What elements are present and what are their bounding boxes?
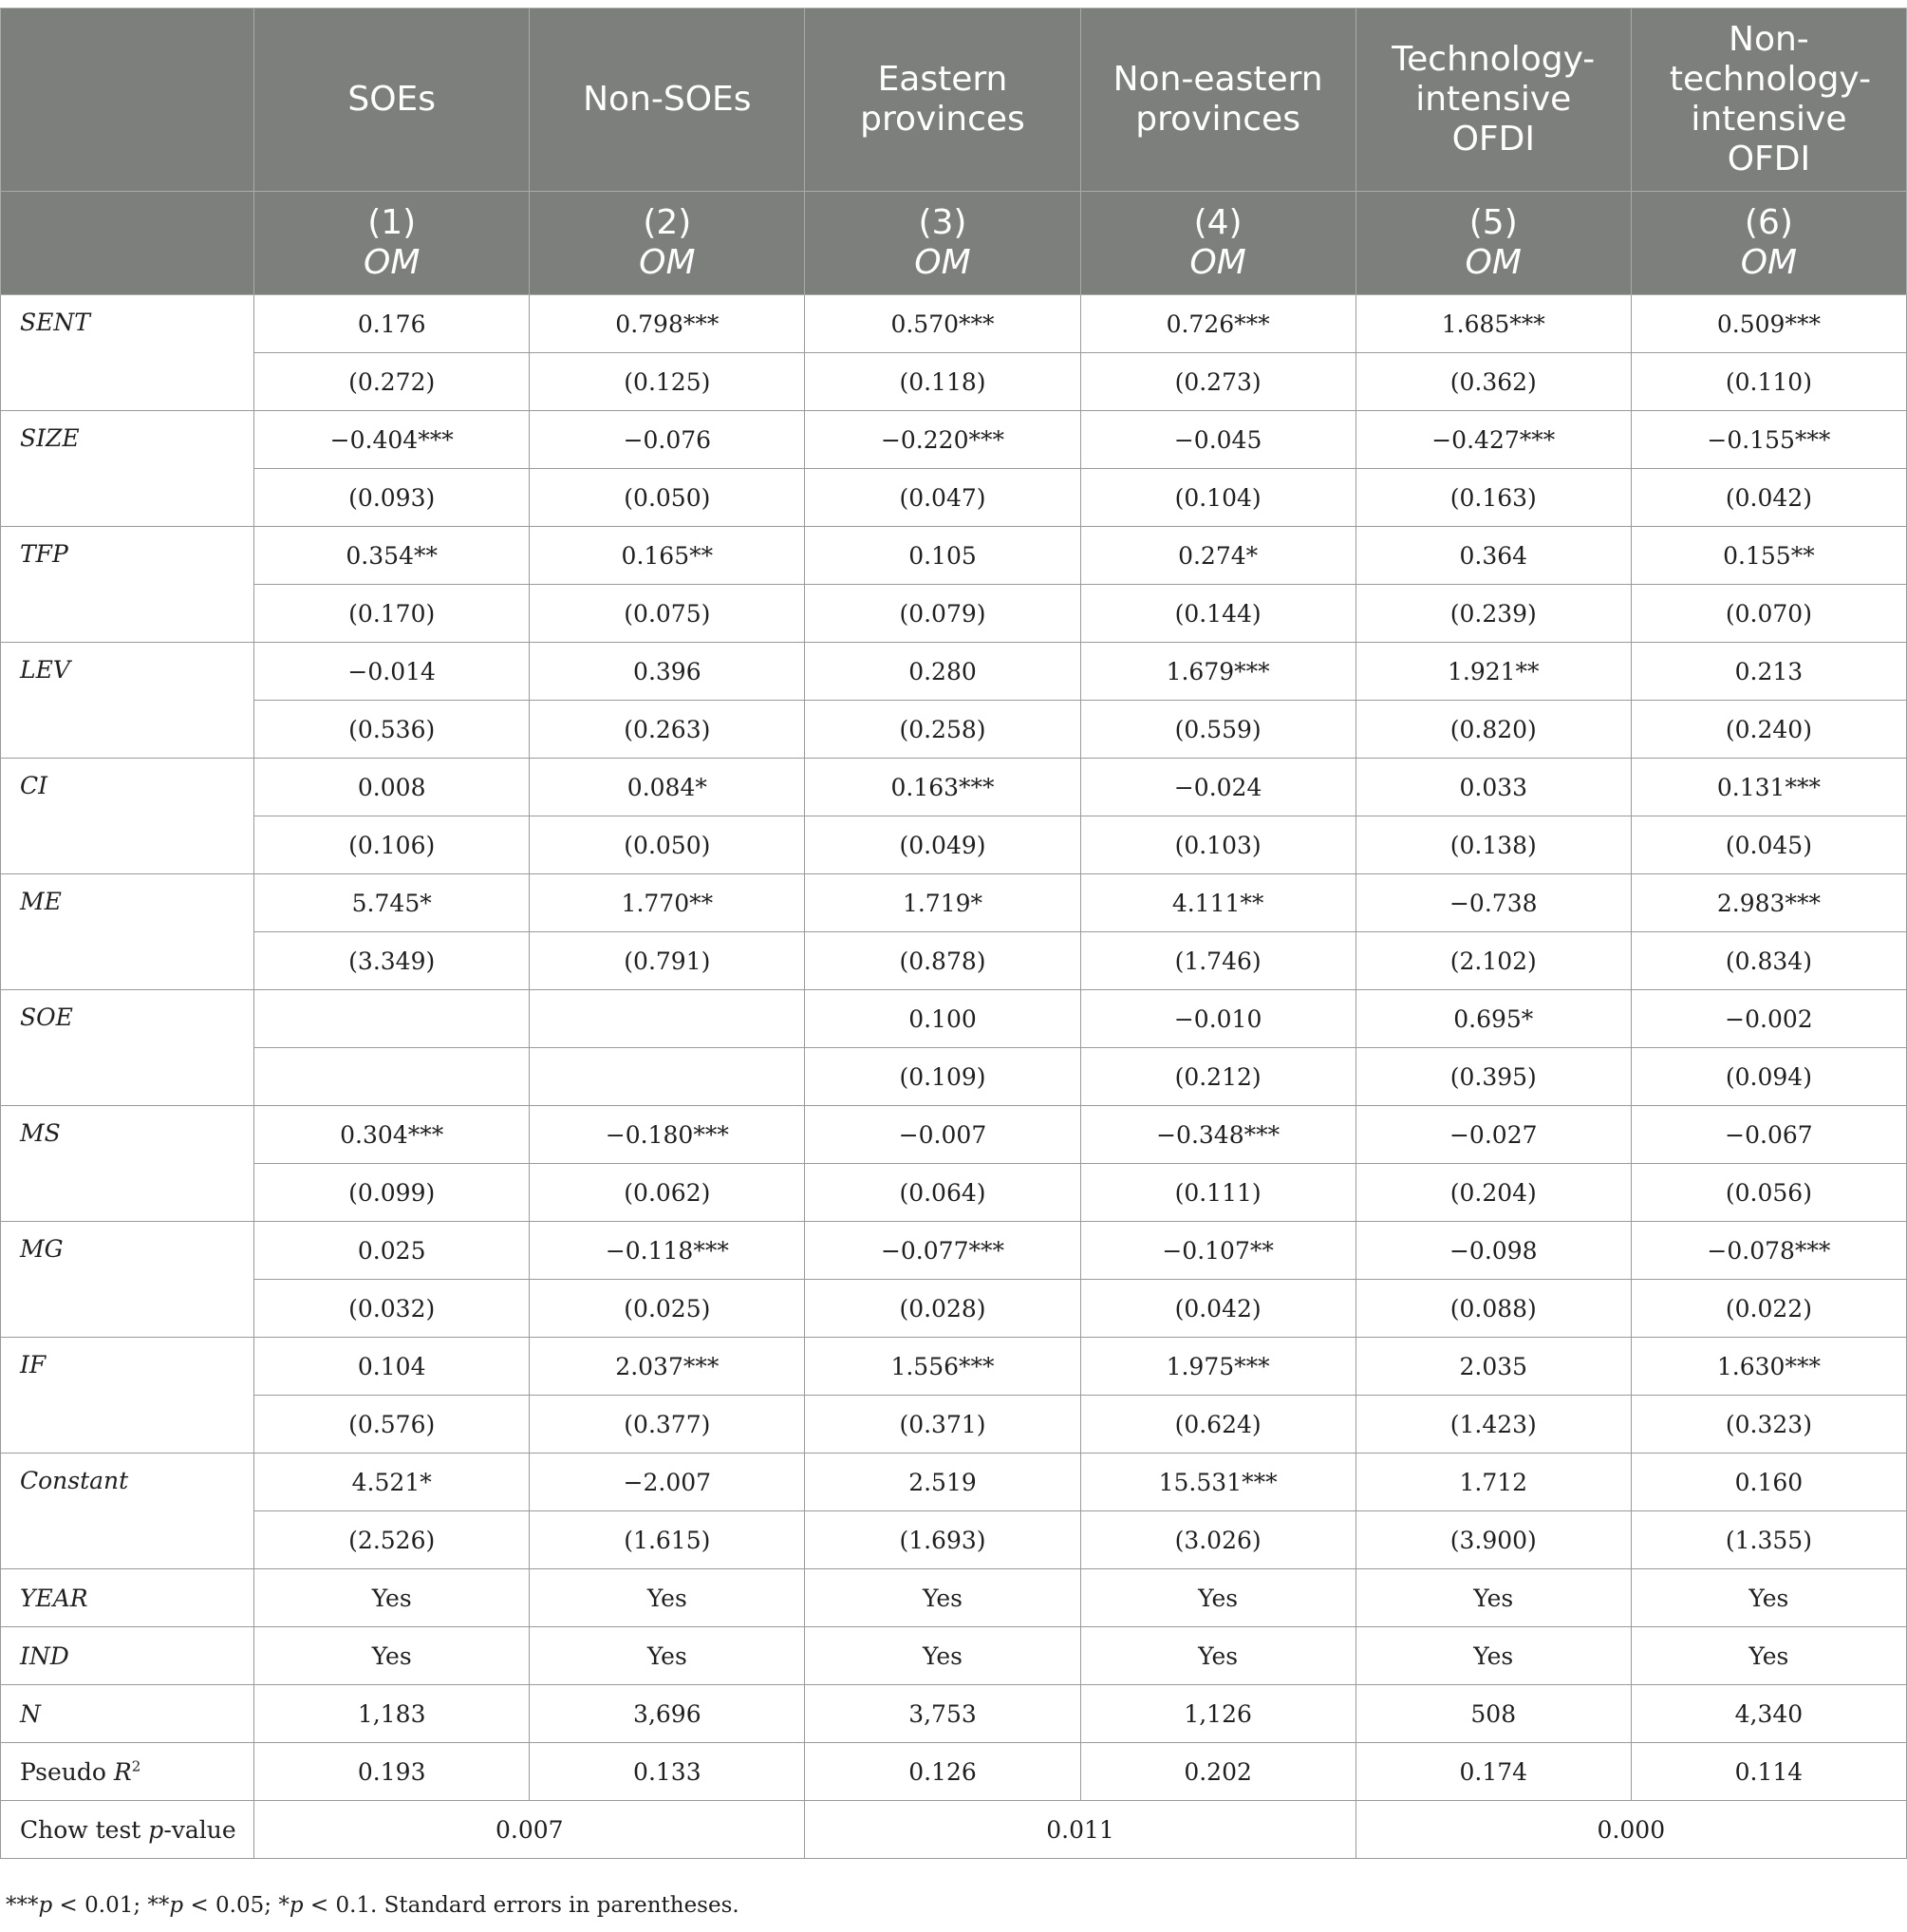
coefficient-cell: 1.556*** <box>805 1338 1080 1396</box>
table-footnote <box>6 1893 739 1918</box>
variable-label: SENT <box>1 295 254 411</box>
standard-error-cell: (0.111) <box>1080 1164 1355 1222</box>
control-value: Yes <box>254 1627 530 1685</box>
standard-error-cell: (0.362) <box>1355 353 1631 411</box>
coefficient-cell: 0.160 <box>1631 1454 1906 1511</box>
dependent-variable: OM <box>1740 243 1798 282</box>
control-value: 4,340 <box>1631 1685 1906 1743</box>
pseudo-r2-value: 0.202 <box>1080 1743 1355 1801</box>
coefficient-cell: 0.033 <box>1355 759 1631 816</box>
standard-error-cell: (0.056) <box>1631 1164 1906 1222</box>
coefficient-row <box>1 411 1907 469</box>
chow-test-value: 0.007 <box>254 1801 805 1859</box>
coefficient-cell: −0.045 <box>1080 411 1355 469</box>
coefficient-cell: 0.105 <box>805 527 1080 585</box>
coefficient-cell: 1.921** <box>1355 643 1631 701</box>
coefficient-cell <box>530 990 805 1048</box>
standard-error-cell: (0.070) <box>1631 585 1906 643</box>
standard-error-cell: (0.239) <box>1355 585 1631 643</box>
standard-error-cell: (0.075) <box>530 585 805 643</box>
model-number: (6) <box>1744 203 1793 242</box>
standard-error-cell: (1.693) <box>805 1511 1080 1569</box>
standard-error-row <box>1 1048 1907 1106</box>
regression-table <box>0 8 1907 1859</box>
model-number: (1) <box>367 203 417 242</box>
control-value: 1,126 <box>1080 1685 1355 1743</box>
header-group: Eastern provinces <box>805 9 1080 192</box>
control-value: Yes <box>254 1569 530 1627</box>
note-stars-1: *** <box>6 1893 39 1918</box>
standard-error-row <box>1 1164 1907 1222</box>
standard-error-cell: (1.615) <box>530 1511 805 1569</box>
standard-error-cell: (0.032) <box>254 1280 530 1338</box>
coefficient-cell: 1.712 <box>1355 1454 1631 1511</box>
standard-error-cell: (0.050) <box>530 469 805 527</box>
coefficient-cell: −0.078*** <box>1631 1222 1906 1280</box>
coefficient-cell: −0.098 <box>1355 1222 1631 1280</box>
header-corner <box>1 192 254 295</box>
standard-error-row <box>1 932 1907 990</box>
header-model <box>530 192 805 295</box>
coefficient-cell: 0.364 <box>1355 527 1631 585</box>
coefficient-cell: 0.084* <box>530 759 805 816</box>
coefficient-cell: 0.104 <box>254 1338 530 1396</box>
coefficient-cell: −0.155*** <box>1631 411 1906 469</box>
standard-error-cell: (0.395) <box>1355 1048 1631 1106</box>
standard-error-cell: (0.045) <box>1631 816 1906 874</box>
standard-error-cell: (3.900) <box>1355 1511 1631 1569</box>
coefficient-row <box>1 990 1907 1048</box>
dependent-variable: OM <box>914 243 971 282</box>
pseudo-r-symbol: R <box>113 1757 132 1786</box>
coefficient-cell: −0.220*** <box>805 411 1080 469</box>
standard-error-cell: (0.042) <box>1080 1280 1355 1338</box>
header-group: SOEs <box>254 9 530 192</box>
standard-error-cell: (1.423) <box>1355 1396 1631 1454</box>
dependent-variable: OM <box>1465 243 1522 282</box>
chow-label-post: -value <box>163 1815 236 1844</box>
standard-error-cell: (0.377) <box>530 1396 805 1454</box>
standard-error-cell: (0.273) <box>1080 353 1355 411</box>
model-number: (3) <box>918 203 967 242</box>
control-value: Yes <box>1080 1569 1355 1627</box>
control-value: Yes <box>1631 1569 1906 1627</box>
coefficient-row <box>1 527 1907 585</box>
row-label <box>1 1801 254 1859</box>
control-label: YEAR <box>1 1569 254 1627</box>
standard-error-cell <box>530 1048 805 1106</box>
note-stars-2: ** <box>147 1893 170 1918</box>
note-p-2: p <box>169 1893 184 1918</box>
note-text-2: < 0.05; <box>183 1893 279 1918</box>
chow-test-value: 0.000 <box>1355 1801 1906 1859</box>
coefficient-row <box>1 874 1907 932</box>
control-row <box>1 1569 1907 1627</box>
coefficient-cell: 2.983*** <box>1631 874 1906 932</box>
header-group: Non-technology-intensive OFDI <box>1631 9 1906 192</box>
coefficient-cell: 0.798*** <box>530 295 805 353</box>
standard-error-cell: (2.526) <box>254 1511 530 1569</box>
coefficient-cell: 1.679*** <box>1080 643 1355 701</box>
standard-error-cell: (0.103) <box>1080 816 1355 874</box>
control-value: 3,696 <box>530 1685 805 1743</box>
coefficient-row <box>1 643 1907 701</box>
standard-error-row <box>1 816 1907 874</box>
coefficient-cell: −0.180*** <box>530 1106 805 1164</box>
variable-label: IF <box>1 1338 254 1454</box>
variable-label: ME <box>1 874 254 990</box>
standard-error-cell: (0.047) <box>805 469 1080 527</box>
control-row <box>1 1685 1907 1743</box>
variable-label: SOE <box>1 990 254 1106</box>
coefficient-cell: 0.008 <box>254 759 530 816</box>
coefficient-cell: −0.404*** <box>254 411 530 469</box>
header-model <box>254 192 530 295</box>
standard-error-cell: (0.088) <box>1355 1280 1631 1338</box>
coefficient-cell: 0.274* <box>1080 527 1355 585</box>
coefficient-cell: −0.427*** <box>1355 411 1631 469</box>
variable-label: CI <box>1 759 254 874</box>
standard-error-cell: (0.106) <box>254 816 530 874</box>
coefficient-cell: −0.027 <box>1355 1106 1631 1164</box>
control-value: Yes <box>1355 1627 1631 1685</box>
dependent-variable: OM <box>363 243 421 282</box>
standard-error-cell: (3.349) <box>254 932 530 990</box>
variable-label: TFP <box>1 527 254 643</box>
coefficient-row <box>1 295 1907 353</box>
standard-error-cell: (0.025) <box>530 1280 805 1338</box>
variable-label: MS <box>1 1106 254 1222</box>
standard-error-cell: (0.536) <box>254 701 530 759</box>
standard-error-cell: (2.102) <box>1355 932 1631 990</box>
coefficient-cell: 0.726*** <box>1080 295 1355 353</box>
coefficient-cell: 15.531*** <box>1080 1454 1355 1511</box>
standard-error-cell: (0.049) <box>805 816 1080 874</box>
control-value: 508 <box>1355 1685 1631 1743</box>
pseudo-r2-row <box>1 1743 1907 1801</box>
standard-error-row <box>1 1396 1907 1454</box>
coefficient-cell: 5.745* <box>254 874 530 932</box>
coefficient-cell: 4.521* <box>254 1454 530 1511</box>
standard-error-cell: (0.062) <box>530 1164 805 1222</box>
pseudo-r2-value: 0.193 <box>254 1743 530 1801</box>
model-number: (2) <box>643 203 692 242</box>
coefficient-cell: 1.719* <box>805 874 1080 932</box>
table-header <box>1 9 1907 295</box>
standard-error-cell: (0.212) <box>1080 1048 1355 1106</box>
coefficient-cell: 2.037*** <box>530 1338 805 1396</box>
variable-label: LEV <box>1 643 254 759</box>
control-row <box>1 1627 1907 1685</box>
header-group-row <box>1 9 1907 192</box>
standard-error-cell: (0.272) <box>254 353 530 411</box>
coefficient-cell: 1.975*** <box>1080 1338 1355 1396</box>
variable-label: MG <box>1 1222 254 1338</box>
header-model <box>1631 192 1906 295</box>
chow-test-value: 0.011 <box>805 1801 1355 1859</box>
standard-error-row <box>1 1511 1907 1569</box>
coefficient-cell: 0.213 <box>1631 643 1906 701</box>
standard-error-row <box>1 585 1907 643</box>
model-number: (5) <box>1468 203 1518 242</box>
header-model-row <box>1 192 1907 295</box>
row-label <box>1 1743 254 1801</box>
control-value: Yes <box>805 1569 1080 1627</box>
coefficient-cell: 2.519 <box>805 1454 1080 1511</box>
coefficient-cell: −0.738 <box>1355 874 1631 932</box>
note-p-1: p <box>38 1893 53 1918</box>
coefficient-cell: −0.118*** <box>530 1222 805 1280</box>
standard-error-cell: (0.791) <box>530 932 805 990</box>
coefficient-cell: −0.014 <box>254 643 530 701</box>
coefficient-cell: −0.067 <box>1631 1106 1906 1164</box>
note-p-3: p <box>289 1893 304 1918</box>
chow-test-row <box>1 1801 1907 1859</box>
chow-label-pre: Chow test <box>20 1815 149 1844</box>
standard-error-cell: (0.125) <box>530 353 805 411</box>
control-value: Yes <box>1080 1627 1355 1685</box>
standard-error-cell: (0.576) <box>254 1396 530 1454</box>
pseudo-label: Pseudo <box>20 1757 106 1786</box>
header-group: Non-SOEs <box>530 9 805 192</box>
standard-error-cell: (0.559) <box>1080 701 1355 759</box>
note-text-1: < 0.01; <box>52 1893 148 1918</box>
standard-error-cell: (0.878) <box>805 932 1080 990</box>
standard-error-cell: (1.355) <box>1631 1511 1906 1569</box>
coefficient-cell: 0.165** <box>530 527 805 585</box>
coefficient-cell: −0.024 <box>1080 759 1355 816</box>
control-value: Yes <box>805 1627 1080 1685</box>
standard-error-row <box>1 1280 1907 1338</box>
header-group: Technology-intensive OFDI <box>1355 9 1631 192</box>
coefficient-cell: 0.354** <box>254 527 530 585</box>
standard-error-cell: (0.240) <box>1631 701 1906 759</box>
coefficient-cell: −2.007 <box>530 1454 805 1511</box>
coefficient-cell: 0.131*** <box>1631 759 1906 816</box>
pseudo-r-exponent: 2 <box>131 1757 141 1775</box>
coefficient-cell: 2.035 <box>1355 1338 1631 1396</box>
note-stars-3: * <box>278 1893 290 1918</box>
standard-error-cell: (0.099) <box>254 1164 530 1222</box>
control-value: Yes <box>1631 1627 1906 1685</box>
standard-error-cell: (1.746) <box>1080 932 1355 990</box>
standard-error-cell: (0.093) <box>254 469 530 527</box>
note-text-3: < 0.1. Standard errors in parentheses. <box>303 1893 739 1918</box>
standard-error-cell: (0.028) <box>805 1280 1080 1338</box>
standard-error-cell: (3.026) <box>1080 1511 1355 1569</box>
coefficient-cell: −0.107** <box>1080 1222 1355 1280</box>
header-model <box>1355 192 1631 295</box>
coefficient-cell: 0.396 <box>530 643 805 701</box>
header-model <box>1080 192 1355 295</box>
standard-error-cell: (0.022) <box>1631 1280 1906 1338</box>
control-value: 1,183 <box>254 1685 530 1743</box>
coefficient-cell: 1.630*** <box>1631 1338 1906 1396</box>
coefficient-cell: −0.348*** <box>1080 1106 1355 1164</box>
standard-error-cell: (0.104) <box>1080 469 1355 527</box>
standard-error-row <box>1 469 1907 527</box>
coefficient-row <box>1 759 1907 816</box>
coefficient-cell: 1.685*** <box>1355 295 1631 353</box>
control-label: N <box>1 1685 254 1743</box>
coefficient-cell: 0.695* <box>1355 990 1631 1048</box>
standard-error-cell: (0.110) <box>1631 353 1906 411</box>
standard-error-cell: (0.144) <box>1080 585 1355 643</box>
coefficient-cell: 1.770** <box>530 874 805 932</box>
standard-error-cell: (0.064) <box>805 1164 1080 1222</box>
coefficient-cell: 0.163*** <box>805 759 1080 816</box>
standard-error-cell: (0.820) <box>1355 701 1631 759</box>
pseudo-r2-value: 0.126 <box>805 1743 1080 1801</box>
coefficient-cell: 0.509*** <box>1631 295 1906 353</box>
standard-error-cell: (0.204) <box>1355 1164 1631 1222</box>
standard-error-cell: (0.323) <box>1631 1396 1906 1454</box>
pseudo-r2-value: 0.133 <box>530 1743 805 1801</box>
model-number: (4) <box>1193 203 1243 242</box>
standard-error-cell: (0.834) <box>1631 932 1906 990</box>
coefficient-row <box>1 1338 1907 1396</box>
variable-label: SIZE <box>1 411 254 527</box>
standard-error-cell: (0.258) <box>805 701 1080 759</box>
coefficient-cell: −0.007 <box>805 1106 1080 1164</box>
standard-error-cell: (0.624) <box>1080 1396 1355 1454</box>
standard-error-cell: (0.170) <box>254 585 530 643</box>
standard-error-cell: (0.094) <box>1631 1048 1906 1106</box>
table-body <box>1 295 1907 1859</box>
standard-error-cell: (0.263) <box>530 701 805 759</box>
coefficient-cell: 0.280 <box>805 643 1080 701</box>
variable-label: Constant <box>1 1454 254 1569</box>
header-model <box>805 192 1080 295</box>
standard-error-cell: (0.050) <box>530 816 805 874</box>
coefficient-cell: 4.111** <box>1080 874 1355 932</box>
control-value: 3,753 <box>805 1685 1080 1743</box>
coefficient-row <box>1 1222 1907 1280</box>
control-value: Yes <box>1355 1569 1631 1627</box>
coefficient-cell: −0.010 <box>1080 990 1355 1048</box>
chow-label-p: p <box>148 1815 164 1844</box>
header-group: Non-eastern provinces <box>1080 9 1355 192</box>
control-value: Yes <box>530 1569 805 1627</box>
regression-table-container <box>0 8 1907 1859</box>
standard-error-cell: (0.163) <box>1355 469 1631 527</box>
coefficient-row <box>1 1454 1907 1511</box>
coefficient-cell: −0.002 <box>1631 990 1906 1048</box>
standard-error-cell <box>254 1048 530 1106</box>
coefficient-cell: 0.570*** <box>805 295 1080 353</box>
coefficient-cell <box>254 990 530 1048</box>
dependent-variable: OM <box>639 243 696 282</box>
standard-error-row <box>1 353 1907 411</box>
control-value: Yes <box>530 1627 805 1685</box>
coefficient-cell: −0.077*** <box>805 1222 1080 1280</box>
standard-error-row <box>1 701 1907 759</box>
standard-error-cell: (0.042) <box>1631 469 1906 527</box>
standard-error-cell: (0.109) <box>805 1048 1080 1106</box>
standard-error-cell: (0.118) <box>805 353 1080 411</box>
standard-error-cell: (0.371) <box>805 1396 1080 1454</box>
coefficient-cell: 0.304*** <box>254 1106 530 1164</box>
standard-error-cell: (0.079) <box>805 585 1080 643</box>
standard-error-cell: (0.138) <box>1355 816 1631 874</box>
pseudo-r2-value: 0.174 <box>1355 1743 1631 1801</box>
coefficient-cell: −0.076 <box>530 411 805 469</box>
pseudo-r2-value: 0.114 <box>1631 1743 1906 1801</box>
coefficient-row <box>1 1106 1907 1164</box>
dependent-variable: OM <box>1189 243 1246 282</box>
coefficient-cell: 0.176 <box>254 295 530 353</box>
control-label: IND <box>1 1627 254 1685</box>
coefficient-cell: 0.025 <box>254 1222 530 1280</box>
coefficient-cell: 0.100 <box>805 990 1080 1048</box>
coefficient-cell: 0.155** <box>1631 527 1906 585</box>
header-corner <box>1 9 254 192</box>
